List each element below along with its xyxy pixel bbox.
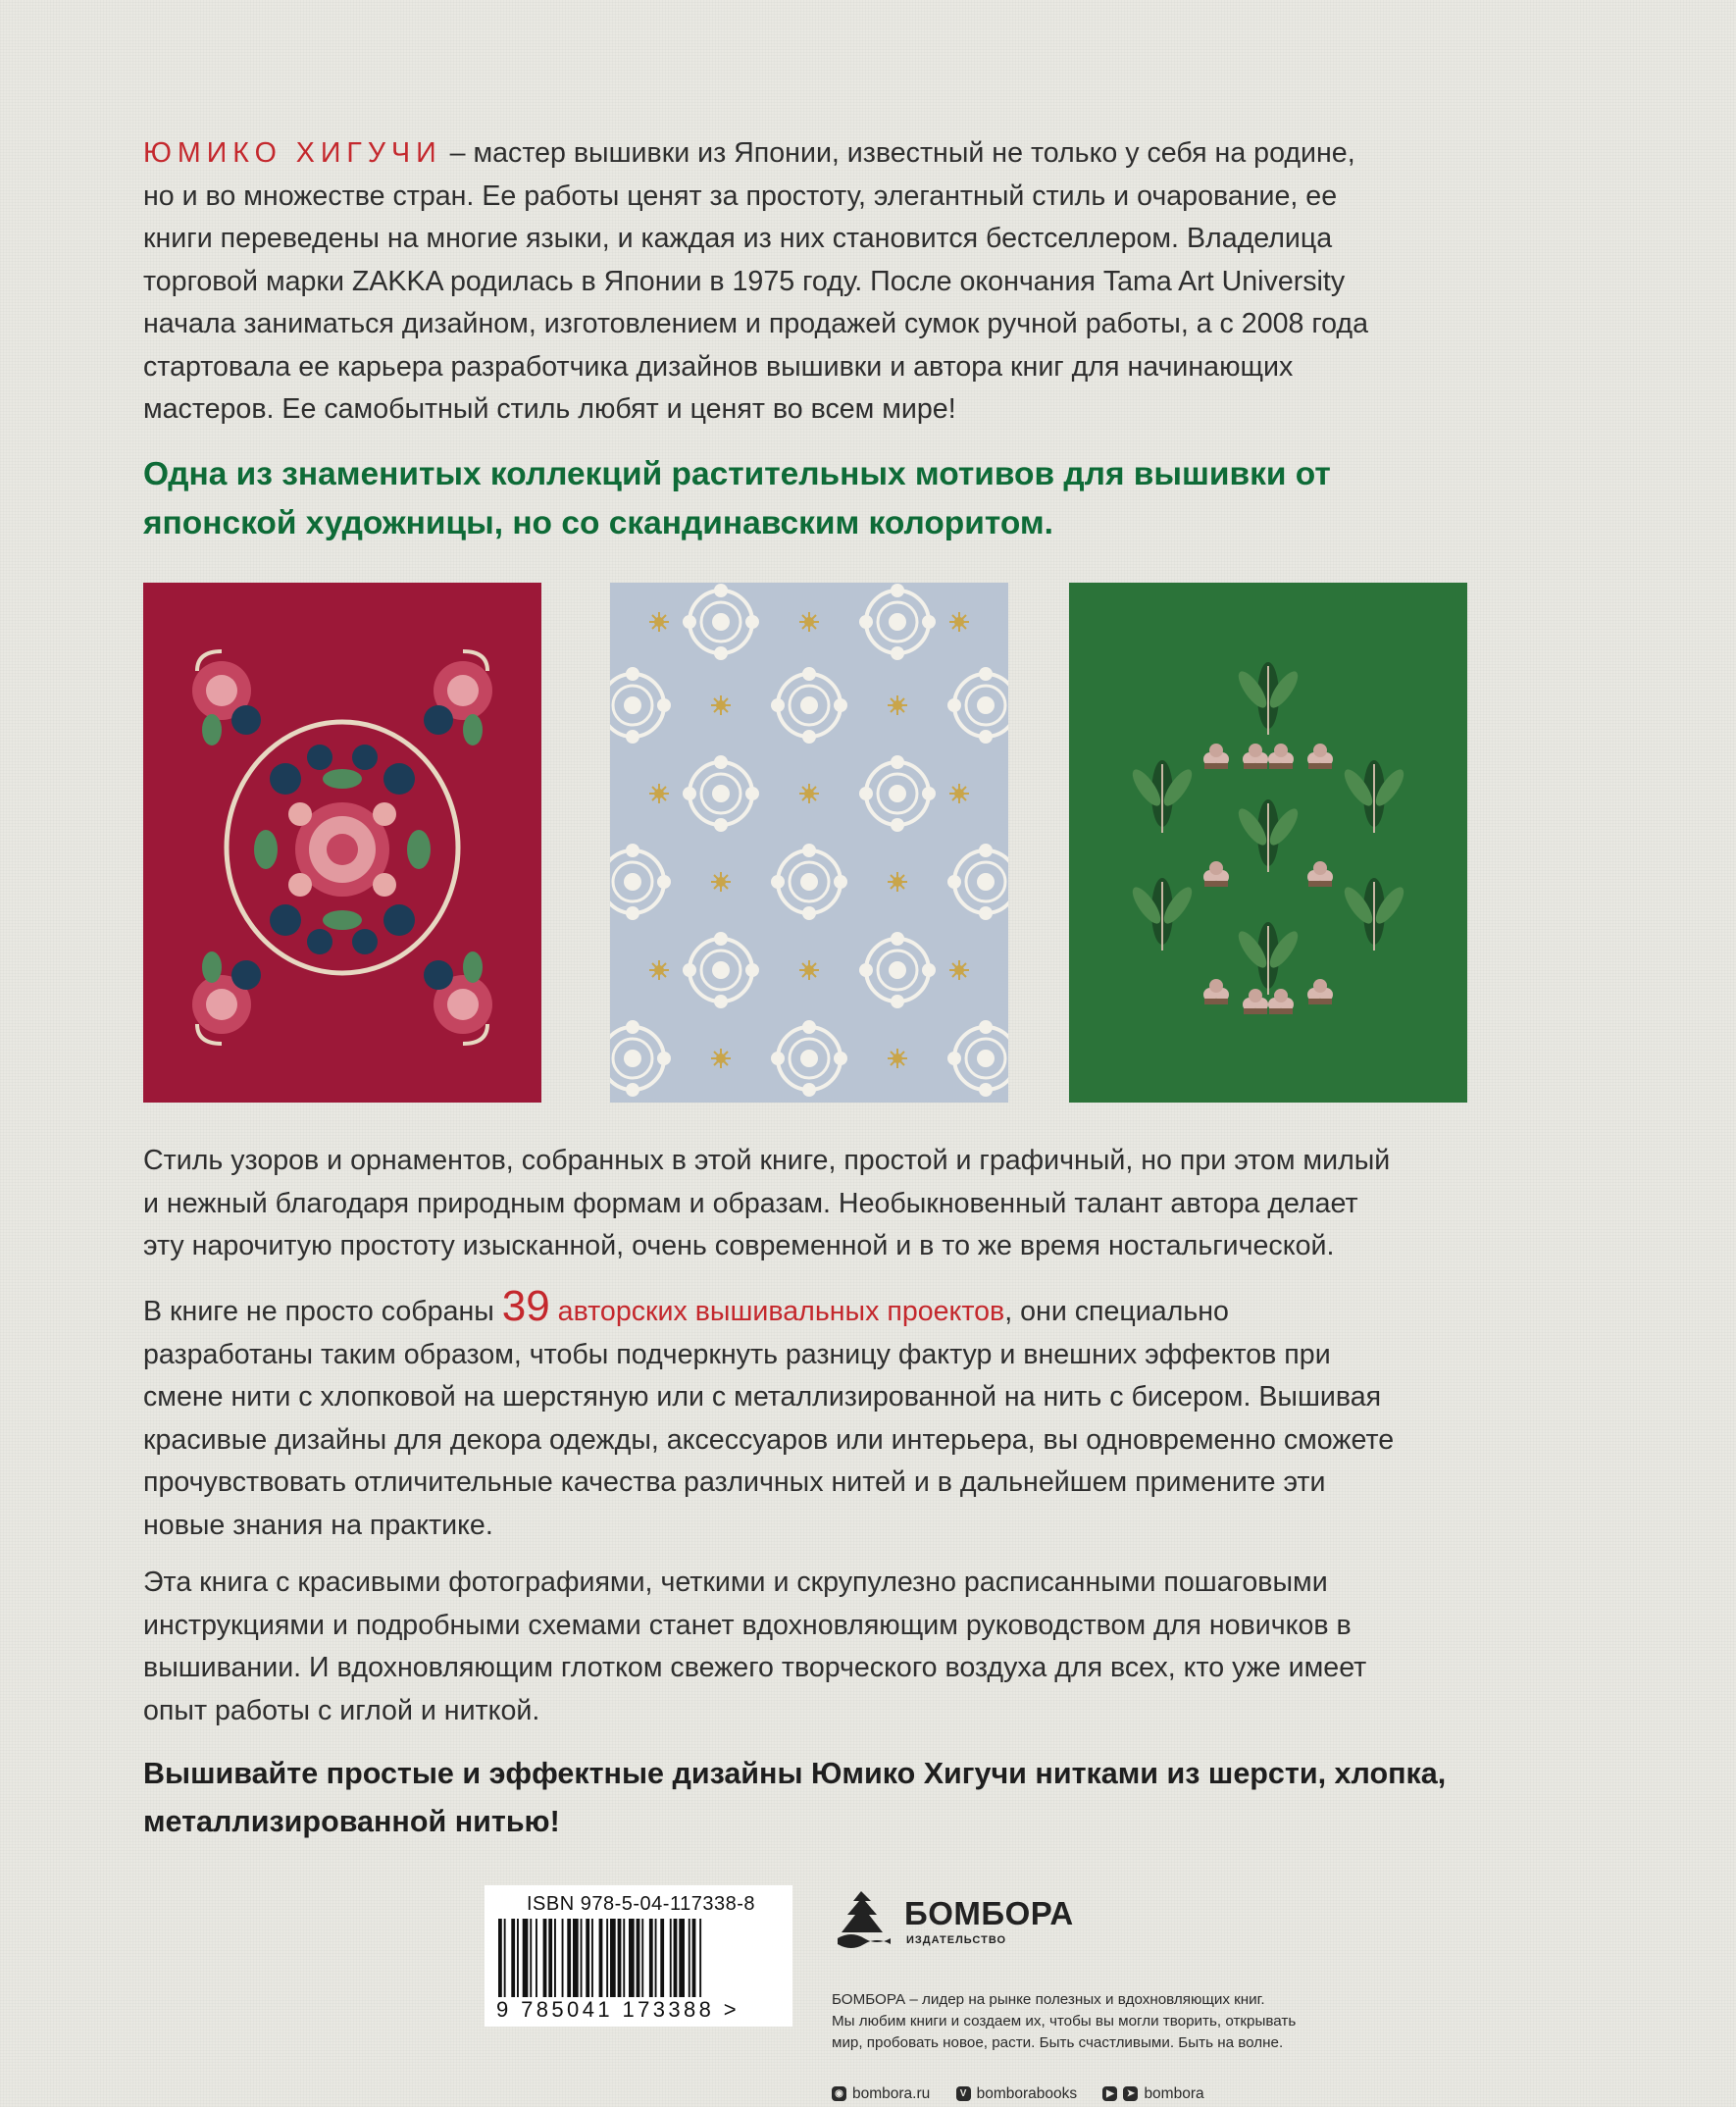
publisher-subtitle: ИЗДАТЕЛЬСТВО	[906, 1934, 1007, 1946]
barcode-bar	[581, 1919, 583, 1997]
globe-icon: ◉	[832, 2086, 846, 2101]
embroidery-photo-red	[143, 583, 541, 1103]
barcode-bar	[641, 1919, 643, 1997]
barcode-bar	[517, 1919, 519, 1997]
barcode-bar	[599, 1919, 603, 1997]
headline-line: Одна из знаменитых коллекций растительных мотивов для вышивки от	[143, 456, 1331, 492]
barcode-bar	[573, 1919, 579, 1997]
barcode-bar	[562, 1919, 564, 1997]
barcode-bar	[649, 1919, 653, 1997]
publisher-description: БОМБОРА – лидер на рынке полезных и вдохновляющих книг. Мы любим книги и создаем их, чтобы вы могли творить, открывать мир, пробовать новое, расти. Быть счастливыми. Быть на волне.	[832, 1991, 1297, 2051]
projects-count: 39	[501, 1282, 550, 1330]
social-links	[832, 2083, 1420, 2103]
barcode-bar	[530, 1919, 532, 1997]
barcode-bars	[498, 1919, 783, 1997]
projects-line: новые знания на практике.	[143, 1509, 493, 1541]
social-vk[interactable]: V bomborabooks	[956, 2085, 1078, 2103]
barcode-bar	[692, 1919, 696, 1997]
barcode-bar	[536, 1919, 537, 1997]
barcode-bar	[498, 1919, 502, 1997]
guide-line: опыт работы с иглой и ниткой.	[143, 1694, 540, 1726]
projects-line: разработаны таким образом, чтобы подчеркнуть разницу фактур и внешних эффектов при	[143, 1338, 1331, 1370]
bio-line-1: ЮМИКО ХИГУЧИ – мастер вышивки из Японии, известный не только у себя на родине,	[143, 137, 1355, 169]
barcode-bar	[689, 1919, 690, 1997]
barcode-bar	[554, 1919, 556, 1997]
projects-line: смене нити с хлопковой на шерстяную или с металлизированной на нить с бисером. Вышивая	[143, 1381, 1382, 1413]
barcode-bar	[548, 1919, 552, 1997]
barcode-bar	[511, 1919, 515, 1997]
projects-line: красивые дизайны для декора одежды, аксессуаров или интерьера, вы одновременно сможете	[143, 1423, 1395, 1456]
bio-line: начала заниматься дизайном, изготовлением и продажей сумок ручной работы, а с 2008 года	[143, 308, 1369, 339]
author-bio	[143, 132, 1556, 432]
barcode-bar	[618, 1919, 622, 1997]
barcode-bar	[699, 1919, 701, 1997]
projects-paragraph	[143, 1282, 1556, 1547]
closing-line: Вышивайте простые и эффектные дизайны Юмико Хигучи нитками из шерсти, хлопка,	[143, 1757, 1447, 1790]
barcode-bar	[623, 1919, 625, 1997]
style-line: Стиль узоров и орнаментов, собранных в этой книге, простой и графичный, но при этом милый	[143, 1145, 1391, 1176]
bio-line: торговой марки ZAKKA родилась в Японии в 1975 году. После окончания Tama Art University	[143, 265, 1346, 297]
barcode-label	[485, 1885, 792, 2027]
isbn-text: ISBN 978-5-04-117338-8	[527, 1893, 755, 1915]
projects-line: прочувствовать отличительные качества различных нитей и в дальнейшем примените эти	[143, 1466, 1326, 1498]
barcode-bar	[523, 1919, 529, 1997]
barcode-bar	[586, 1919, 589, 1997]
projects-label: авторских вышивальных проектов	[549, 1296, 1005, 1327]
guide-line: Эта книга с красивыми фотографиями, четкими и скрупулезно расписанными пошаговыми	[143, 1567, 1328, 1598]
style-line: и нежный благодаря природным формам и образам. Необыкновенный талант автора делает	[143, 1187, 1358, 1219]
social-youtube-telegram[interactable]: ▶ ➤ bombora	[1102, 2085, 1203, 2103]
barcode-bar	[504, 1919, 506, 1997]
barcode-bar	[637, 1919, 640, 1997]
guide-paragraph	[143, 1562, 1556, 1732]
bio-line: книги переведены на многие языки, и каждая из них становится бестселлером. Владелица	[143, 223, 1333, 254]
embroidery-photo-green	[1069, 583, 1467, 1103]
barcode-bar	[670, 1919, 672, 1997]
vk-icon: V	[956, 2086, 971, 2101]
closing-callout	[143, 1750, 1556, 1846]
barcode-bar	[567, 1919, 571, 1997]
barcode-bar	[655, 1919, 657, 1997]
bio-line: мастеров. Ее самобытный стиль любят и ценят во всем мире!	[143, 393, 956, 425]
barcode-bar	[679, 1919, 685, 1997]
youtube-icon: ▶	[1102, 2086, 1117, 2101]
style-paragraph	[143, 1140, 1556, 1268]
barcode-bar	[674, 1919, 678, 1997]
headline-line: японской художницы, но со скандинавским колоритом.	[143, 505, 1053, 541]
publisher-name: БОМБОРА	[904, 1895, 1074, 1931]
social-website[interactable]: ◉ bombora.ru	[832, 2085, 930, 2103]
bombora-logo-icon	[832, 1887, 896, 1952]
bio-line: но и во множестве стран. Ее работы ценят за простоту, элегантный стиль и очарование, ее	[143, 180, 1338, 212]
guide-line: вышивании. И вдохновляющим глотком свежего творческого воздуха для всех, кто уже имеет	[143, 1652, 1367, 1683]
closing-line: металлизированной нитью!	[143, 1805, 560, 1838]
embroidery-photo-blue	[610, 583, 1008, 1103]
barcode-bar	[660, 1919, 664, 1997]
bio-line: стартовала ее карьера разработчика дизайнов вышивки и автора книг для начинающих	[143, 350, 1294, 383]
barcode-bar	[591, 1919, 593, 1997]
style-line: эту нарочитую простоту изысканной, очень современной и в то же время ностальгической.	[143, 1230, 1335, 1261]
barcode-bar	[606, 1919, 608, 1997]
barcode-bar	[610, 1919, 616, 1997]
headline	[143, 450, 1556, 548]
guide-line: инструкциями и подробными схемами станет вдохновляющим руководством для новичков в	[143, 1609, 1352, 1641]
author-name: ЮМИКО ХИГУЧИ	[143, 137, 442, 169]
barcode-bar	[543, 1919, 547, 1997]
barcode-bar	[629, 1919, 635, 1997]
barcode-digits: 9 785041 173388 >	[496, 1997, 740, 2022]
projects-line-1: В книге не просто собраны 39 авторских вышивальных проектов, они специально	[143, 1282, 1229, 1330]
telegram-icon: ➤	[1123, 2086, 1138, 2101]
